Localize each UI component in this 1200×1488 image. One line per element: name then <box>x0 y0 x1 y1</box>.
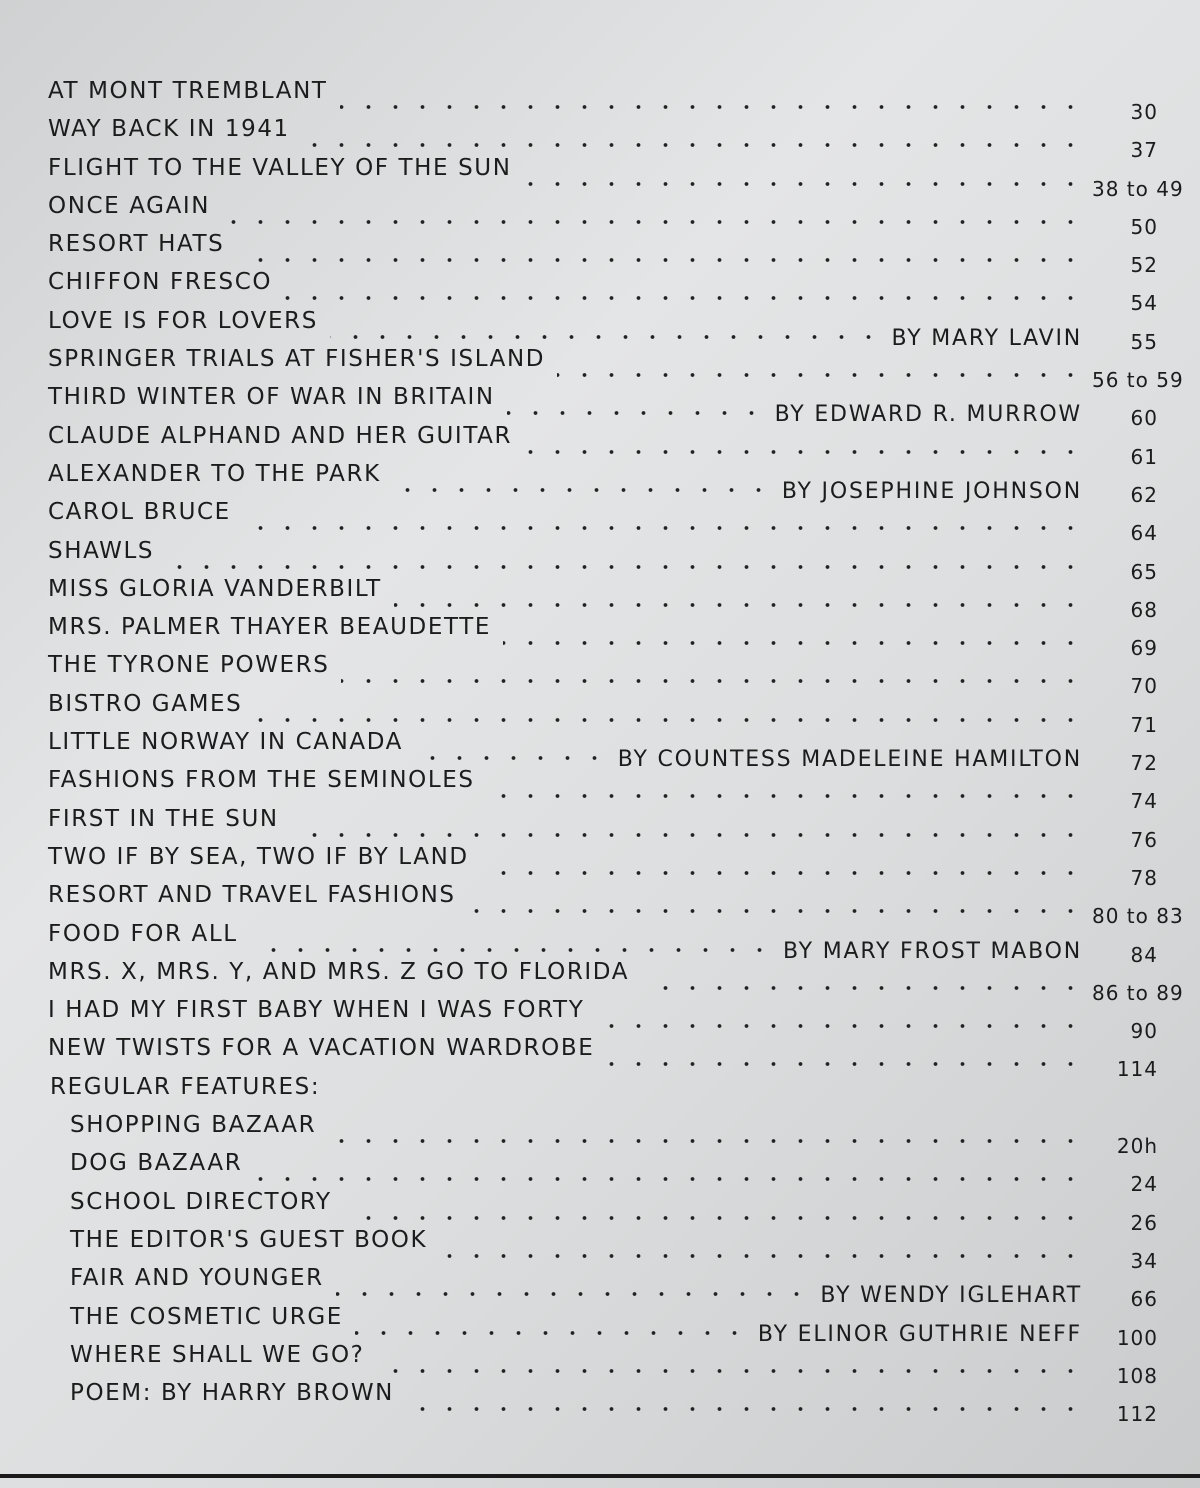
toc-entry <box>48 575 1158 622</box>
dot-leader <box>330 332 882 342</box>
entry-page-number: 55 <box>1130 329 1158 354</box>
regular-features-heading-row <box>48 1074 1158 1112</box>
dot-leader <box>524 179 1084 189</box>
entry-byline: BY JOSEPHINE JOHNSON <box>781 478 1082 504</box>
toc-entry <box>48 843 1158 890</box>
dot-leader <box>468 906 1084 916</box>
toc-entry <box>48 231 1158 278</box>
entry-title: CHIFFON FRESCO <box>48 269 273 296</box>
bottom-rule <box>0 1474 1200 1478</box>
toc-entry <box>48 652 1158 699</box>
entry-title: THE COSMETIC URGE <box>70 1303 343 1330</box>
entry-byline: BY MARY FROST MABON <box>782 938 1082 964</box>
entry-byline: BY ELINOR GUTHRIE NEFF <box>757 1321 1082 1347</box>
toc-entry <box>48 997 1158 1044</box>
dot-leader <box>222 217 1084 227</box>
entry-title: SCHOOL DIRECTORY <box>70 1188 332 1215</box>
entry-page-number: 114 <box>1116 1057 1158 1082</box>
dot-leader <box>596 1021 1084 1031</box>
entry-byline: BY EDWARD R. MURROW <box>774 402 1082 428</box>
dot-leader <box>344 1213 1084 1223</box>
dot-leader <box>439 1251 1084 1261</box>
entry-page-number: 26 <box>1130 1210 1158 1235</box>
entry-page-number: 37 <box>1130 138 1158 163</box>
entry-page-number: 61 <box>1130 444 1158 469</box>
entry-page-number: 100 <box>1116 1325 1158 1350</box>
entry-page-number: 62 <box>1130 482 1158 507</box>
entry-page-number: 52 <box>1130 253 1158 278</box>
entry-title: POEM: BY HARRY BROWN <box>70 1380 394 1407</box>
entry-title: WAY BACK IN 1941 <box>48 116 290 143</box>
dot-leader <box>393 485 772 495</box>
entry-title: DOG BAZAAR <box>70 1150 243 1177</box>
toc-entry <box>48 1380 1158 1427</box>
entry-page-number: 80 to 83 <box>1092 904 1184 929</box>
entry-title: BISTRO GAMES <box>48 690 243 717</box>
entry-title: FIRST IN THE SUN <box>48 805 279 832</box>
entry-title: LITTLE NORWAY IN CANADA <box>48 729 403 756</box>
toc-entry <box>48 920 1158 967</box>
entry-page-number: 64 <box>1130 521 1158 546</box>
entry-page-number: 68 <box>1130 597 1158 622</box>
entry-title: FAIR AND YOUNGER <box>70 1265 324 1292</box>
entry-title: CAROL BRUCE <box>48 499 231 526</box>
toc-entry <box>48 460 1158 507</box>
toc-entry <box>48 192 1158 239</box>
toc-entry <box>48 346 1184 393</box>
entry-title: TWO IF BY SEA, TWO IF BY LAND <box>48 843 469 870</box>
dot-leader <box>328 1136 1084 1146</box>
dot-leader <box>394 600 1084 610</box>
entry-page-number: 60 <box>1130 406 1158 431</box>
dot-leader <box>336 1289 810 1299</box>
dot-leader <box>481 868 1084 878</box>
entry-page-number: 90 <box>1130 1019 1158 1044</box>
entry-page-number: 108 <box>1116 1363 1158 1388</box>
entry-page-number: 74 <box>1130 789 1158 814</box>
dot-leader <box>341 676 1084 686</box>
toc-entry <box>48 1226 1158 1273</box>
toc-entry <box>48 1188 1158 1235</box>
entry-byline: BY COUNTESS MADELEINE HAMILTON <box>617 747 1082 773</box>
entry-page-number: 34 <box>1130 1248 1158 1273</box>
entry-page-number: 72 <box>1130 751 1158 776</box>
entry-title: MISS GLORIA VANDERBILT <box>48 575 382 602</box>
entry-page-number: 76 <box>1130 827 1158 852</box>
entry-page-number: 65 <box>1130 559 1158 584</box>
toc-entry <box>48 614 1158 661</box>
entry-page-number: 71 <box>1130 712 1158 737</box>
entry-page-number: 38 to 49 <box>1092 176 1184 201</box>
entry-page-number: 20h <box>1116 1134 1158 1159</box>
toc-entry <box>48 1112 1158 1159</box>
toc-entry <box>48 499 1158 546</box>
entry-title: ONCE AGAIN <box>48 192 211 219</box>
entry-title: MRS. PALMER THAYER BEAUDETTE <box>48 614 491 641</box>
entry-page-number: 78 <box>1130 865 1158 890</box>
toc-entry <box>48 882 1184 929</box>
entry-page-number: 69 <box>1130 636 1158 661</box>
entry-title: FASHIONS FROM THE SEMINOLES <box>48 767 475 794</box>
dot-leader <box>406 1404 1084 1414</box>
entry-title: ALEXANDER TO THE PARK <box>48 460 381 487</box>
entry-title: MRS. X, MRS. Y, AND MRS. Z GO TO FLORIDA <box>48 958 630 985</box>
entry-title: THE EDITOR'S GUEST BOOK <box>70 1226 428 1253</box>
toc-entry <box>48 422 1158 469</box>
dot-leader <box>355 1328 748 1338</box>
toc-entry <box>48 269 1158 316</box>
entry-byline: BY WENDY IGLEHART <box>820 1283 1082 1309</box>
entry-byline: BY MARY LAVIN <box>891 325 1082 351</box>
entry-title: RESORT HATS <box>48 231 225 258</box>
toc-entry <box>48 805 1158 852</box>
entry-page-number: 86 to 89 <box>1092 980 1184 1005</box>
entry-title: SHAWLS <box>48 537 155 564</box>
toc-entry <box>48 78 1158 124</box>
dot-leader <box>250 945 773 955</box>
dot-leader <box>243 523 1084 533</box>
dot-leader <box>254 715 1084 725</box>
toc-entry <box>48 1303 1158 1350</box>
dot-leader <box>291 830 1084 840</box>
toc-entry <box>48 729 1158 776</box>
entry-title: SPRINGER TRIALS AT FISHER'S ISLAND <box>48 346 546 373</box>
entry-page-number: 70 <box>1130 674 1158 699</box>
dot-leader <box>606 1059 1084 1069</box>
dot-leader <box>236 255 1084 265</box>
entry-title: NEW TWISTS FOR A VACATION WARDROBE <box>48 1035 595 1062</box>
dot-leader <box>376 1366 1084 1376</box>
entry-page-number: 56 to 59 <box>1092 368 1184 393</box>
dot-leader <box>557 370 1084 380</box>
dot-leader <box>302 140 1084 150</box>
dot-leader <box>254 1174 1084 1184</box>
entry-title: RESORT AND TRAVEL FASHIONS <box>48 882 456 909</box>
entry-title: LOVE IS FOR LOVERS <box>48 307 318 334</box>
toc-entry <box>48 116 1158 163</box>
dot-leader <box>524 447 1084 457</box>
dot-leader <box>166 562 1084 572</box>
dot-leader <box>415 753 608 763</box>
entry-title: AT MONT TREMBLANT <box>48 78 328 104</box>
dot-leader <box>284 293 1084 303</box>
toc-entry <box>48 690 1158 737</box>
entry-page-number: 54 <box>1130 291 1158 316</box>
entry-title: FOOD FOR ALL <box>48 920 238 947</box>
entry-title: WHERE SHALL WE GO? <box>70 1341 365 1368</box>
toc-entry <box>48 767 1158 814</box>
entry-title: SHOPPING BAZAAR <box>70 1112 317 1139</box>
dot-leader <box>503 638 1084 648</box>
entry-title: THIRD WINTER OF WAR IN BRITAIN <box>48 384 495 411</box>
toc-entry <box>48 1265 1158 1312</box>
toc-entry <box>48 154 1184 201</box>
entry-title: FLIGHT TO THE VALLEY OF THE SUN <box>48 154 512 181</box>
entry-page-number: 66 <box>1130 1287 1158 1312</box>
entry-page-number: 84 <box>1130 942 1158 967</box>
entry-page-number: 30 <box>1130 100 1158 124</box>
toc-entry <box>48 958 1184 1005</box>
dot-leader <box>340 102 1084 112</box>
toc-entry <box>48 307 1158 354</box>
dot-leader <box>487 791 1084 801</box>
entry-title: THE TYRONE POWERS <box>48 652 330 679</box>
toc-entry <box>48 537 1158 584</box>
toc-entry <box>48 1341 1158 1388</box>
toc-entry <box>48 384 1158 431</box>
entry-page-number: 112 <box>1116 1402 1158 1427</box>
regular-features-heading: REGULAR FEATURES: <box>50 1073 321 1100</box>
entry-title: CLAUDE ALPHAND AND HER GUITAR <box>48 422 513 449</box>
table-of-contents <box>48 78 1184 1427</box>
toc-entry <box>48 1150 1158 1197</box>
entry-page-number: 50 <box>1130 214 1158 239</box>
toc-entry <box>48 1035 1158 1082</box>
dot-leader <box>641 983 1084 993</box>
dot-leader <box>507 408 765 418</box>
entry-title: I HAD MY FIRST BABY WHEN I WAS FORTY <box>48 997 585 1024</box>
entry-page-number: 24 <box>1130 1172 1158 1197</box>
